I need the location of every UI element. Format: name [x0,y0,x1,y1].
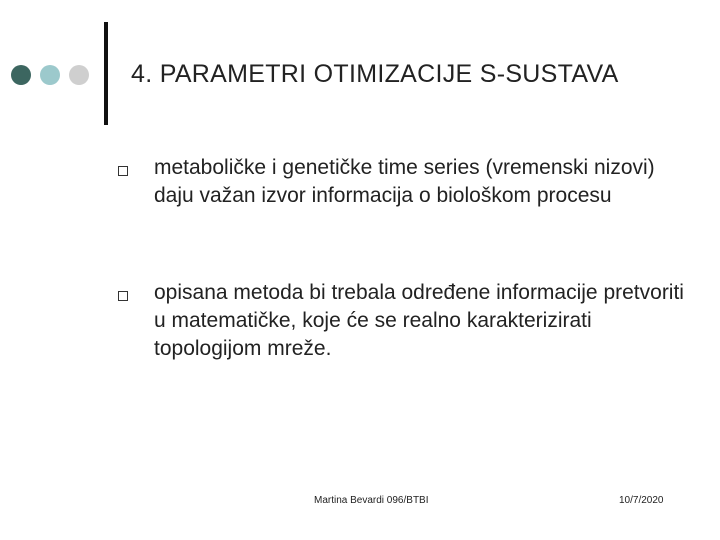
checkbox-bullet-icon [118,291,128,301]
slide-title: 4. PARAMETRI OTIMIZACIJE S-SUSTAVA [131,60,619,88]
footer-date: 10/7/2020 [619,495,664,506]
title-divider [104,22,108,125]
checkbox-bullet-icon [118,166,128,176]
dot-gray [69,65,89,85]
dot-dark [11,65,31,85]
footer-author: Martina Bevardi 096/BTBI [314,495,429,506]
bullet-text: opisana metoda bi trebala određene informacije pretvoriti u matematičke, koje će se realno karakterizirati topologijom mreže. [154,281,684,360]
bullet-text: metaboličke i genetičke time series (vremenski nizovi) daju važan izvor informacija o biološkom procesu [154,156,655,207]
decorative-dots [11,65,101,85]
dot-teal [40,65,60,85]
